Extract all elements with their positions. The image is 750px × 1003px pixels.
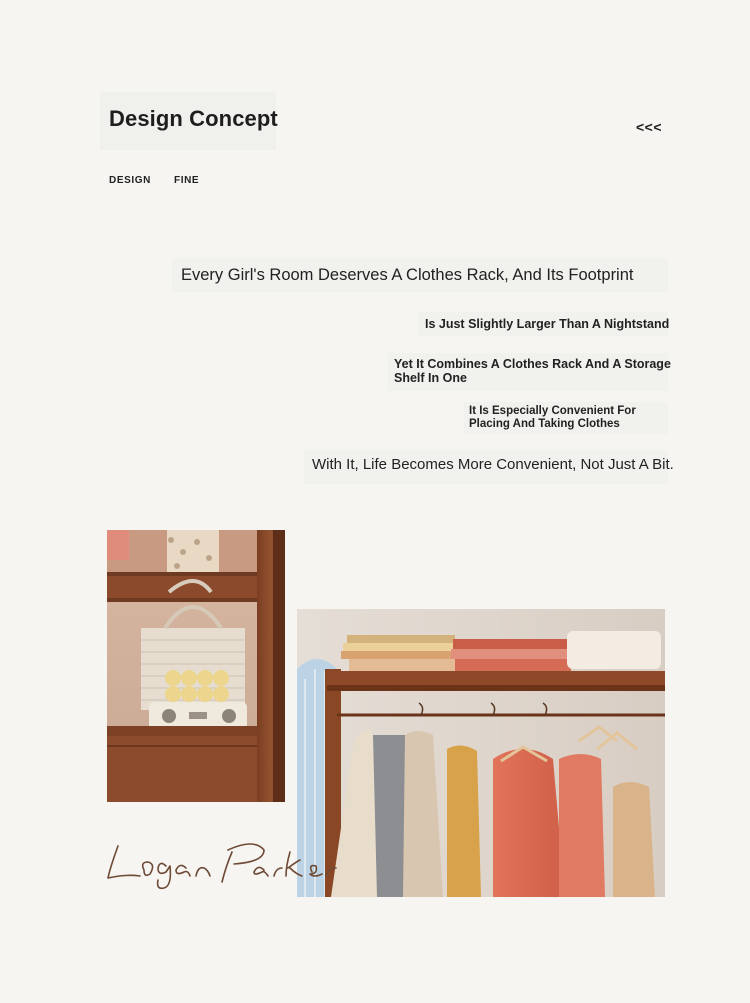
copy-line-1: Every Girl's Room Deserves A Clothes Rack, And Its Footprint [181, 266, 634, 284]
copy-line-2: Is Just Slightly Larger Than A Nightstand [425, 317, 670, 331]
copy-line-5: With It, Life Becomes More Convenient, Not Just A Bit. [312, 456, 674, 473]
signature-image [104, 830, 364, 900]
copy-line-3: Yet It Combines A Clothes Rack And A Storage Shelf In One [394, 357, 671, 385]
copy-line-4: It Is Especially Convenient For Placing And Taking Clothes [469, 405, 636, 430]
page-title: Design Concept [109, 106, 278, 131]
back-arrows-link[interactable]: <<< [636, 119, 663, 135]
tag-fine: FINE [174, 175, 200, 186]
nightstand-shelf-photo [107, 530, 285, 802]
tag-design: DESIGN [109, 175, 151, 186]
